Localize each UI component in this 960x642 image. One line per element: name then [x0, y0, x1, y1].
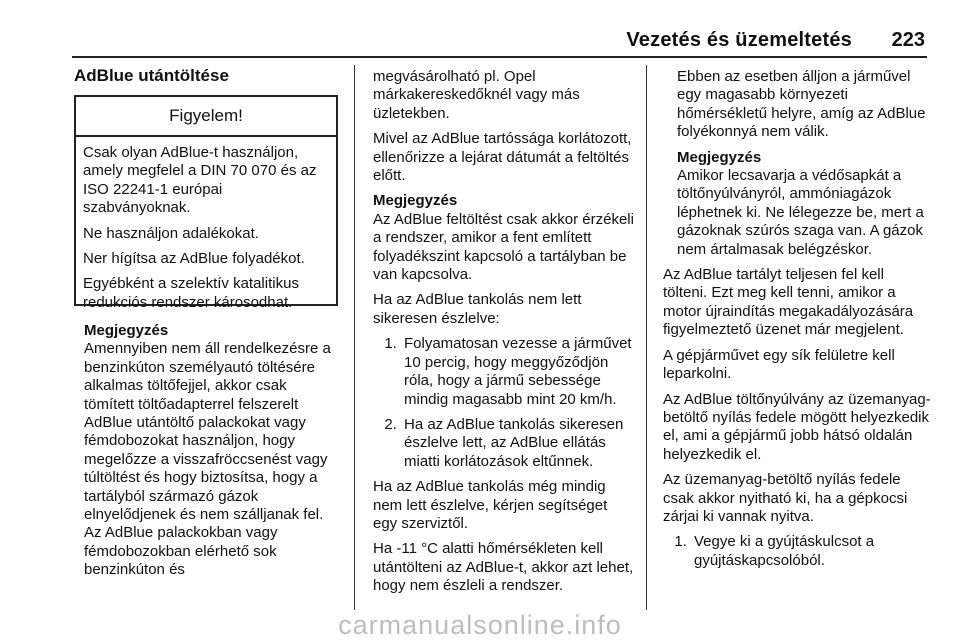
- note: [373, 192, 635, 284]
- paragraph: Ha az AdBlue tankolás még mindig nem lett észlelve, kérjen segítséget egy szerviztől.: [373, 478, 608, 532]
- paragraph: megvásárolható pl. Opel márkakereskedőknél vagy más üzletekben.: [373, 68, 580, 122]
- column-1-note: [84, 322, 340, 580]
- note-heading: Megjegyzés: [677, 148, 762, 166]
- note: [663, 149, 931, 259]
- column-divider-2: [646, 65, 647, 610]
- column-3: [663, 68, 931, 577]
- paragraph: Ha -11 °C alatti hőmérsékleten kell utántölteni az AdBlue-t, akkor azt lehet, hogy nem észleli a rendszer.: [373, 540, 634, 595]
- warning-heading: Figyelem!: [76, 97, 336, 137]
- section-title: AdBlue utántöltése: [74, 66, 229, 85]
- warning-box: [74, 95, 338, 311]
- warning-paragraph: Egyébként a szelektív katalitikus redukciós rendszer károsodhat.: [83, 275, 299, 311]
- note-text: Amennyiben nem áll rendelkezésre a benzinkúton személyautó töltésére alkalmas töltőfejjel, akkor csak tömített töltőadapterrel felszerelt AdBlue utántöltő palackokat vagy fémdobozokat használjon, hogy megelőzze a visszafröccsenést vagy túltöltést és hogy biztosítsa, hogy a tartályból származó gázok elnyelődjenek és nem szálljanak fel. Az AdBlue palackokban vagy fémdobozokban elérhető sok benzinkúton és: [84, 340, 331, 579]
- paragraph: Az AdBlue tartályt teljesen fel kell tölteni. Ezt meg kell tenni, amikor a motor újraindítás megakadályozására figyelmeztető üzenet már megjelent.: [663, 266, 914, 339]
- column-divider-1: [354, 65, 355, 610]
- note-heading: Megjegyzés: [84, 322, 169, 339]
- steps-list: [373, 335, 635, 471]
- list-item: 1. Folyamatosan vezesse a járművet 10 percig, hogy meggyőződjön róla, hogy a jármű sebessége mindig magasabb mint 20 km/h.: [401, 335, 635, 409]
- list-item: 1. Vegye ki a gyújtáskulcsot a gyújtáskapcsolóból.: [691, 533, 931, 570]
- paragraph: Ebben az esetben álljon a járművel egy magasabb környezeti hőmérsékletű helyre, amíg az AdBlue folyékonnyá nem válik.: [677, 68, 926, 141]
- steps-list: [663, 533, 931, 570]
- warning-paragraph: Ne használjon adalékokat.: [83, 224, 259, 242]
- warning-body: [76, 137, 336, 312]
- warning-paragraph: Csak olyan AdBlue-t használjon, amely megfelel a DIN 70 070 és az ISO 22241-1 európai szabványoknak.: [83, 144, 317, 217]
- note-heading: Megjegyzés: [373, 192, 458, 210]
- paragraph: Az AdBlue töltőnyúlvány az üzemanyag-betöltő nyílás fedele mögött helyezkedik el, ami a gépjármű jobb hátsó oldalán helyezkedik el.: [663, 390, 931, 463]
- page-header: [72, 22, 927, 58]
- note-text: Amikor lecsavarja a védősapkát a töltőnyúlványról, ammóniagázok léphetnek ki. Ne lélegezze be, mert a gázoknak szúrós szaga van. A gázok nem ártalmasak belégzéskor.: [677, 167, 924, 258]
- watermark: carmanualsonline.info: [338, 610, 622, 640]
- paragraph: Az üzemanyag-betöltő nyílás fedele csak akkor nyitható ki, ha a gépkocsi zárjai ki vannak nyitva.: [663, 471, 908, 525]
- paragraph: Mivel az AdBlue tartóssága korlátozott, ellenőrizze a lejárat dátumát a feltöltés előtt.: [373, 130, 632, 185]
- page-number: 223: [891, 29, 925, 51]
- column-2: [373, 68, 635, 603]
- chapter-title: Vezetés és üzemeltetés: [626, 29, 852, 51]
- warning-paragraph: Ner hígítsa az AdBlue folyadékot.: [83, 250, 305, 268]
- list-item: 2. Ha az AdBlue tankolás sikeresen észlelve lett, az AdBlue ellátás miatti korlátozások eltűnnek.: [401, 416, 635, 471]
- note-text: Az AdBlue feltöltést csak akkor érzékeli a rendszer, amikor a fent említett folyadékszint kapcsoló a tartályban be van kapcsolva.: [373, 210, 634, 284]
- paragraph: Ha az AdBlue tankolás nem lett sikeresen észlelve:: [373, 291, 582, 327]
- paragraph: A gépjárművet egy sík felületre kell leparkolni.: [663, 346, 895, 383]
